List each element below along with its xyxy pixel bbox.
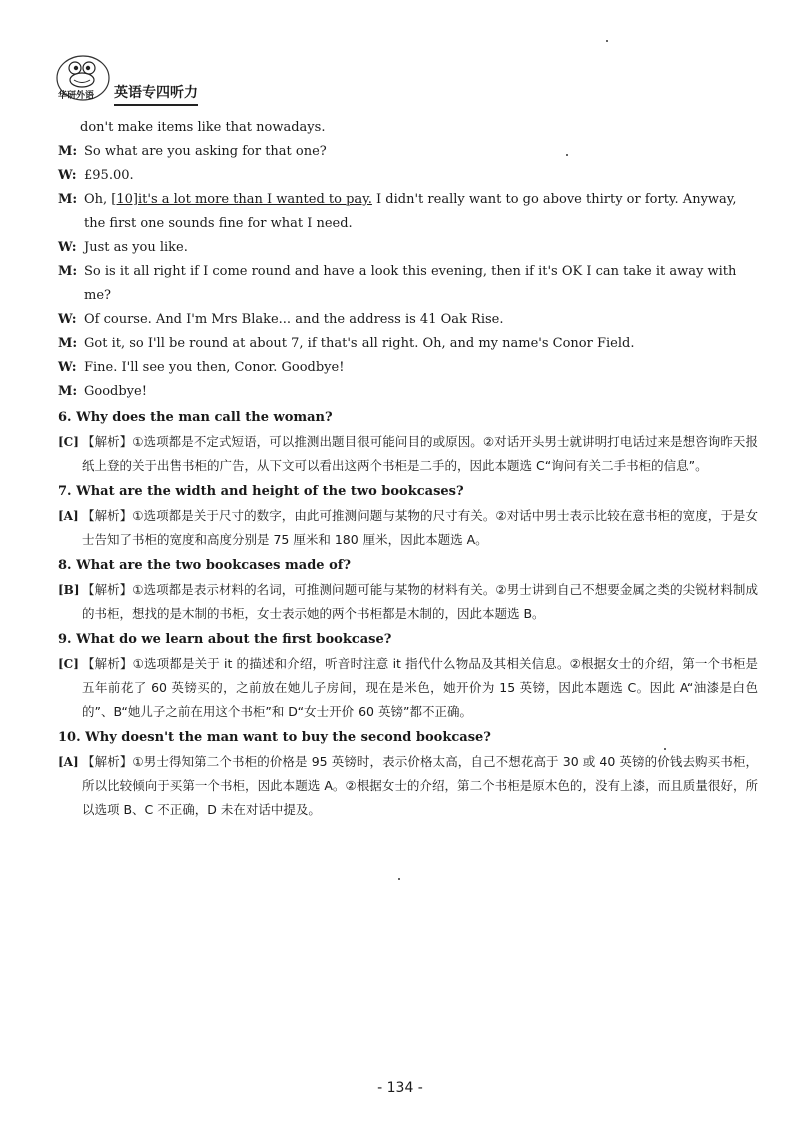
dialogue-text bbox=[84, 188, 758, 236]
page-content bbox=[58, 116, 758, 822]
speaker-label: M: bbox=[58, 192, 78, 207]
speaker-label: M: bbox=[58, 384, 78, 399]
dialogue-line bbox=[58, 380, 758, 404]
explanation-text: 【解析】①选项都是关于尺寸的数字，由此可推测问题与某物的尺寸有关。②对话中男士表示比较在意书柜的宽度，于是女士告知了书柜的宽度和高度分别是 75 厘米和 180 厘米，因此本题选 A。 bbox=[82, 508, 758, 547]
section-title: 英语专四听力 bbox=[114, 82, 198, 106]
answer-explanation bbox=[58, 430, 758, 478]
dialogue-text: Of course. And I'm Mrs Blake... and the address is 41 Oak Rise. bbox=[84, 312, 504, 327]
scan-speck bbox=[606, 40, 608, 42]
question-heading: 10. Why doesn't the man want to buy the second bookcase? bbox=[58, 730, 491, 745]
answer-explanation bbox=[58, 578, 758, 626]
dialogue-line bbox=[58, 236, 758, 260]
explanation-text: 【解析】①男士得知第二个书柜的价格是 95 英镑时，表示价格太高，自己不想花高于 30 或 40 英镑的价钱去购买书柜，所以比较倾向于买第一个书柜，因此本题选 A。②根据女士的介绍，第二个书柜是原木色的，没有上漆，而且质量很好，所以选项 B、C 不正确，D 未在对话中提及。 bbox=[82, 754, 758, 817]
dialogue-text: Just as you like. bbox=[84, 240, 188, 255]
dialogue-text: £95.00. bbox=[84, 168, 134, 183]
speaker-label: W: bbox=[58, 240, 77, 255]
dialogue-text-post: I didn't really want to go above thirty or forty. Anyway, the first one sounds fine for what I need. bbox=[84, 192, 737, 231]
question-list bbox=[58, 406, 758, 822]
speaker-label: W: bbox=[58, 168, 77, 183]
dialogue-continuation: don't make items like that nowadays. bbox=[80, 120, 326, 135]
speaker-label: M: bbox=[58, 144, 78, 159]
dialogue-line bbox=[58, 260, 758, 308]
dialogue-text: So what are you asking for that one? bbox=[84, 144, 327, 159]
speaker-label: M: bbox=[58, 264, 78, 279]
question-heading: 9. What do we learn about the first bookcase? bbox=[58, 632, 392, 647]
answer-key: [A] bbox=[58, 755, 79, 769]
logo bbox=[54, 52, 112, 104]
dialogue-text: Goodbye! bbox=[84, 384, 147, 399]
logo-text: 华研外语 bbox=[58, 91, 95, 101]
dialogue-text-pre: Oh, bbox=[84, 192, 112, 207]
dialogue-line bbox=[58, 332, 758, 356]
dialogue-line bbox=[58, 356, 758, 380]
page-number: - 134 - bbox=[377, 1080, 423, 1096]
speaker-label: M: bbox=[58, 336, 78, 351]
answer-key: [A] bbox=[58, 509, 79, 523]
dialogue-text: So is it all right if I come round and have a look this evening, then if it's OK I can take it away with me? bbox=[84, 264, 737, 303]
speaker-label: W: bbox=[58, 360, 77, 375]
answer-key: [C] bbox=[58, 435, 79, 449]
answer-explanation bbox=[58, 652, 758, 724]
answer-key: [B] bbox=[58, 583, 80, 597]
explanation-text: 【解析】①选项都是表示材料的名词，可推测问题可能与某物的材料有关。②男士讲到自己不想要金属之类的尖锐材料制成的书柜，想找的是木制的书柜，女士表示她的两个书柜都是木制的，因此本题选 B。 bbox=[82, 582, 758, 621]
question-heading: 6. Why does the man call the woman? bbox=[58, 410, 333, 425]
scan-speck bbox=[664, 748, 666, 750]
dialogue-line bbox=[58, 308, 758, 332]
dialogue-text: Fine. I'll see you then, Conor. Goodbye! bbox=[84, 360, 345, 375]
dialogue bbox=[58, 140, 758, 404]
dialogue-line bbox=[58, 188, 758, 236]
dialogue-line bbox=[58, 164, 758, 188]
scan-speck bbox=[398, 878, 400, 880]
question-heading: 8. What are the two bookcases made of? bbox=[58, 558, 351, 573]
page-header bbox=[54, 52, 354, 108]
answer-explanation bbox=[58, 750, 758, 822]
answer-key: [C] bbox=[58, 657, 79, 671]
dialogue-text: Got it, so I'll be round at about 7, if that's all right. Oh, and my name's Conor Field. bbox=[84, 336, 635, 351]
answer-marked-text: [10]it's a lot more than I wanted to pay. bbox=[111, 192, 372, 207]
explanation-text: 【解析】①选项都是不定式短语，可以推测出题目很可能问目的或原因。②对话开头男士就讲明打电话过来是想咨询昨天报纸上登的关于出售书柜的广告，从下文可以看出这两个书柜是二手的，因此本题选 C“询问有关二手书柜的信息”。 bbox=[82, 434, 758, 473]
speaker-label: W: bbox=[58, 312, 77, 327]
explanation-text: 【解析】①选项都是关于 it 的描述和介绍，听音时注意 it 指代什么物品及其相关信息。②根据女士的介绍，第一个书柜是五年前花了 60 英镑买的，之前放在她儿子房间，现在是米色，她开价为 15 英镑，因此本题选 C。因此 A“油漆是白色的”、B“她儿子之前在用这个书柜”和 D“女士开价 60 英镑”都不正确。 bbox=[82, 656, 758, 719]
answer-explanation bbox=[58, 504, 758, 552]
dialogue-line bbox=[58, 140, 758, 164]
scan-speck bbox=[566, 154, 568, 156]
question-heading: 7. What are the width and height of the two bookcases? bbox=[58, 484, 464, 499]
